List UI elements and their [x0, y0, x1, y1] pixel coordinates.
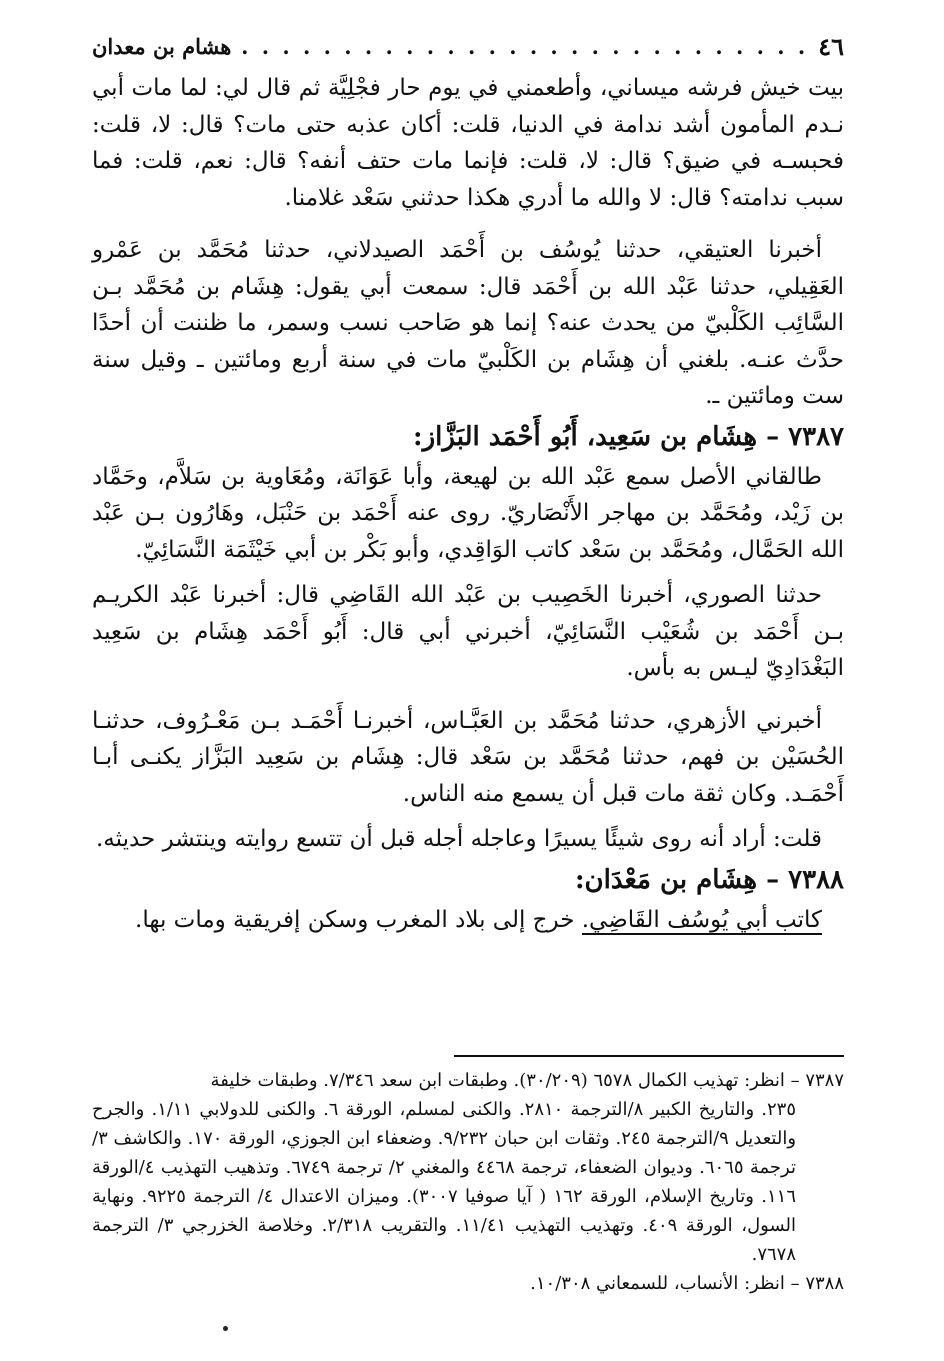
main-text: [92, 70, 844, 938]
entry-heading-7388: ٧٣٨٨ – هِشَام بن مَعْدَان:: [574, 864, 844, 895]
footnote-7387-lead: ٧٣٨٧ – انظر: تهذيب الكمال ٦٥٧٨ (٣٠/٢٠٩). وطبقات ابن سعد ٧/٣٤٦. وطبقات خليفة: [210, 1070, 844, 1091]
paragraph: حدثنا الصوري، أخبرنا الخَصِيب بن عَبْد الله القَاضِي قال: أخبرنا عَبْد الكريـم بـن أَحْمَد بن شُعَيْب النَّسَائِيّ، أخبرني أبي قال: أَبُو أَحْمَد هِشَام بن سَعِيد البَغْدَادِيّ ليـس به بأس.: [92, 582, 844, 681]
page-header: [92, 28, 844, 64]
footnote-7388: ٧٣٨٨ – انظر: الأنساب، للسمعاني ١٠/٣٠٨.: [530, 1273, 844, 1294]
underlined-phrase: كاتب أبي يُوسُف القَاضِي.: [581, 906, 822, 933]
footnote-separator: [454, 1055, 844, 1057]
entry-heading-7387: ٧٣٨٧ – هِشَام بن سَعِيد، أَبُو أَحْمَد البَزَّاز:: [413, 421, 844, 452]
last-paragraph: [92, 902, 844, 939]
footnote-7387-continuation: ٢٣٥. والتاريخ الكبير ٨/الترجمة ٢٨١٠. والكنى لمسلم، الورقة ٦. والكنى للدولابي ١/١١. والجرح والتعديل ٩/الترجمة ٢٤٥. وثقات ابن حبان ٩/٢٣٢. وضعفاء ابن الجوزي، الورقة ١٧٠. والكاشف ٣/ ترجمة ٦٠٦٥. وديوان الضعفاء، ترجمة ٤٤٦٨ والمغني ٢/ ترجمة ٦٧٤٩. وتذهيب التهذيب ٤/الورقة ١١٦. وتاريخ الإسلام، الورقة ١٦٢ ( آيا صوفيا ٣٠٠٧). وميزان الاعتدال ٤/ الترجمة ٩٢٢٥. ونهاية السول، الورقة ٤٠٩. وتهذيب التهذيب ١١/٤١. والتقريب ٢/٣١٨. وخلاصة الخزرجي ٣/ الترجمة ٧٦٧٨.: [92, 1099, 797, 1265]
page-number: ٤٦: [818, 31, 844, 61]
running-title: هشام بن معدان: [92, 33, 232, 59]
paragraph: أخبرنا العتيقي، حدثنا يُوسُف بن أَحْمَد الصيدلاني، حدثنا مُحَمَّد بن عَمْرو العَقِيلي، حدثنا عَبْد الله بن أَحْمَد قال: سمعت أبي يقول: هِشَام بن مُحَمَّد بـن السَّائِب الكَلْبيّ من يحدث عنه؟ إنما هو صَاحب نسب وسمر، ما ظننت أن أحدًا حدَّث عنـه. بلغني أن هِشَام بن الكَلْبيّ مات في سنة أربع ومائتين ـ وقيل سنة ست ومائتين ـ.: [92, 237, 844, 409]
paragraph: طالقاني الأصل سمع عَبْد الله بن لهيعة، وأبا عَوَانَة، ومُعَاوية بن سَلاَّم، وحَمَّاد بن زَيْد، ومُحَمَّد بن مهاجر الأَنْصَاريّ. روى عنه أَحْمَد بن حَنْبَل، وهَارُون بـن عَبْد الله الحَمَّال، ومُحَمَّد بن سَعْد كاتب الوَاقِدي، وأبو بَكْر بن أبي خَيْثَمَة النَّسَائِيّ.: [92, 463, 844, 563]
paragraph: بيت خيش فرشه ميساني، وأطعمني في يوم حار فجْلِيَّة ثم قال لي: لما مات أبي نـدم المأمون أشد ندامة في الدنيا، قلت: أكان عذبه حتى مات؟ قال: لا، قلت: فحبسـه في ضيق؟ قال: لا، قلت: فإنما مات حتف أنفه؟ قال: نعم، قلت: فما سبب ندامته؟ قال: لا والله ما أدري هكذا حدثني سَعْد غلامنا.: [92, 75, 844, 211]
print-speck: [223, 1326, 228, 1331]
footnotes: [92, 1066, 844, 1298]
paragraph: قلت: أراد أنه روى شيئًا يسيرًا وعاجله أجله قبل أن تتسع روايته وينتشر حديثه.: [96, 826, 822, 852]
last-paragraph-rest: خرج إلى بلاد المغرب وسكن إفريقية ومات بها.: [135, 906, 582, 933]
header-leader-dots: [241, 34, 808, 59]
paragraph: أخبرني الأزهري، حدثنا مُحَمَّد بن العَبَّـاس، أخبرنـا أَحْمَـد بـن مَعْـرُوف، حدثنـا الحُسَيْن بن فهم، حدثنا مُحَمَّد بن سَعْد قال: هِشَام بن سَعِيد البَزَّاز يكنـى أبـا أَحْمَـد. وكان ثقة مات قبل أن يسمع منه الناس.: [92, 707, 844, 807]
